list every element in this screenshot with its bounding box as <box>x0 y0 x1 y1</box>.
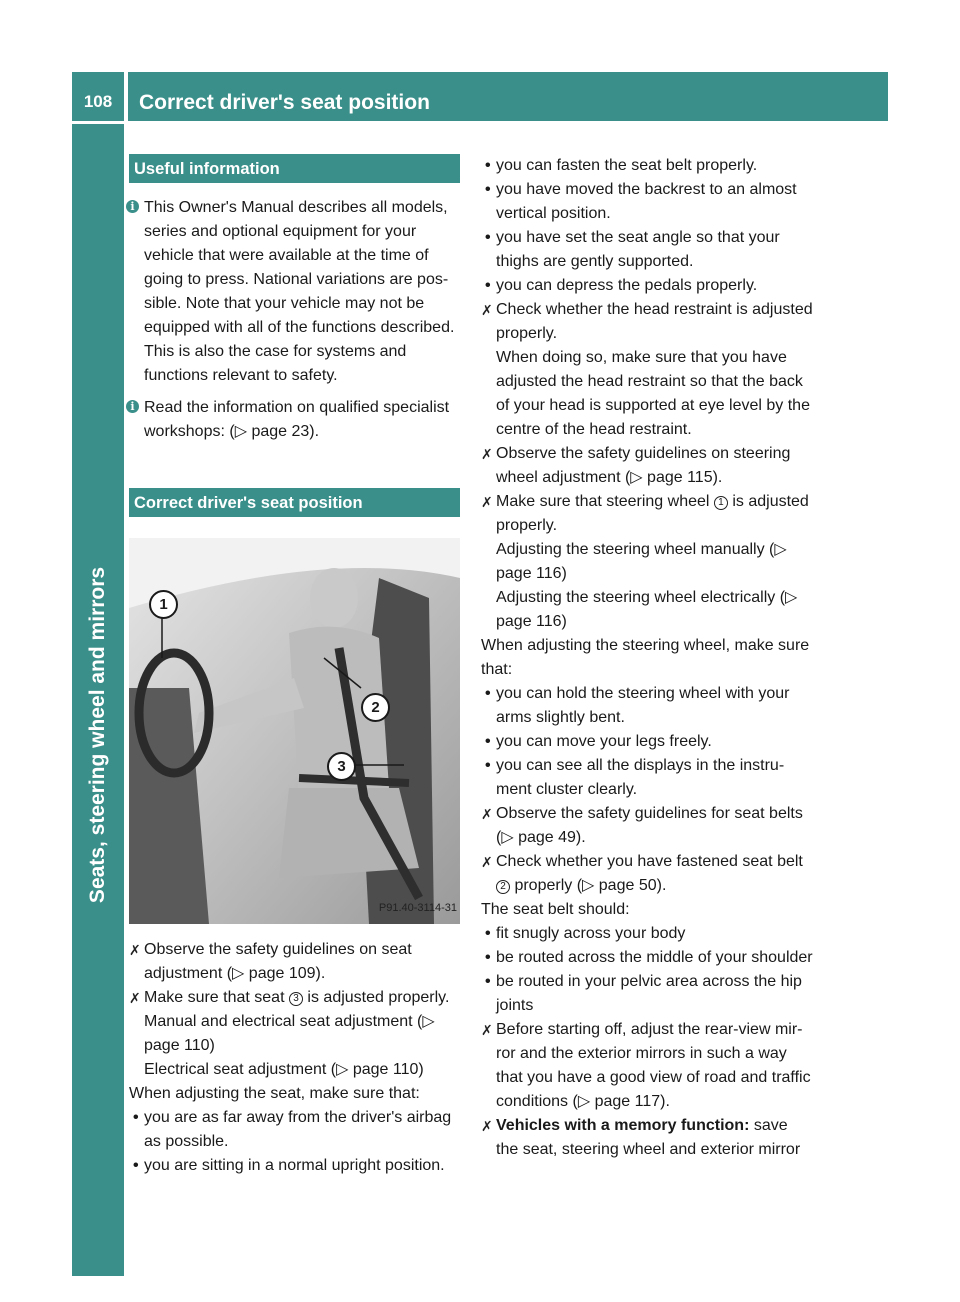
arrow-step-icon: ✗ <box>481 854 493 870</box>
list-item: • you have set the seat angle so that your thighs are gently supported. <box>485 229 780 270</box>
list-item: • be routed across the middle of your shoulder <box>485 949 813 966</box>
arrow-step-icon: ✗ <box>481 1118 493 1134</box>
info-note: i This Owner's Manual describes all models, series and optional equipment for your vehicle that were available at the time of going to press. National variations are possible. Note that your vehicle may not be equipped with all of the functions described. This is also the case for systems and functions relevant to safety. <box>129 196 460 388</box>
arrow-step-icon: ✗ <box>481 806 493 822</box>
page-header <box>72 72 888 121</box>
callout-steering-wheel: 1 <box>149 590 178 619</box>
list-item: • you can move your legs freely. <box>485 733 712 750</box>
figure-code: P91.40-3114-31 <box>378 902 457 914</box>
callout-seat-belt: 2 <box>361 693 390 722</box>
step-detail: Adjusting the steering wheel electrically (▷ page 116) <box>496 589 798 630</box>
instruction-step: ✗ Observe the safety guidelines for seat belts (▷ page 49). <box>481 802 814 850</box>
driver-photo <box>129 538 460 924</box>
list-item: • you are sitting in a normal upright position. <box>133 1157 445 1174</box>
step-detail: Adjusting the steering wheel manually (▷ page 116) <box>496 541 787 582</box>
memory-function-label: Vehicles with a memory function: <box>496 1117 750 1134</box>
instruction-step: ✗ Make sure that steering wheel 1 is adjusted properly. <box>481 490 814 538</box>
info-note: i Read the information on qualified specialist workshops: (▷ page 23). <box>129 396 460 444</box>
instruction-step: ✗ Before starting off, adjust the rear-view mirror and the exterior mirrors in such a way that you have a good view of road and traffic conditions (▷ page 117). <box>481 1018 814 1114</box>
info-icon: i <box>126 200 139 213</box>
seat-position-illustration <box>129 538 460 924</box>
paragraph: When adjusting the steering wheel, make sure that: <box>481 637 810 678</box>
left-column <box>129 154 460 1178</box>
right-column <box>481 154 814 1162</box>
instruction-step: ✗ Vehicles with a memory function: save the seat, steering wheel and exterior mirror <box>481 1114 814 1162</box>
list-item: • you can depress the pedals properly. <box>485 277 758 294</box>
instruction-step: ✗ Check whether you have fastened seat belt 2 properly (▷ page 50). <box>481 850 814 898</box>
arrow-step-icon: ✗ <box>481 446 493 462</box>
paragraph: The seat belt should: <box>481 901 630 918</box>
instruction-step: ✗ Make sure that seat 3 is adjusted properly. <box>129 986 460 1010</box>
step-detail: Electrical seat adjustment (▷ page 110) <box>144 1061 424 1078</box>
page-title: Correct driver's seat position <box>128 72 888 121</box>
arrow-step-icon: ✗ <box>481 302 493 318</box>
info-icon: i <box>126 400 139 413</box>
arrow-step-icon: ✗ <box>129 942 141 958</box>
list-item: • you can see all the displays in the instrument cluster clearly. <box>485 757 785 798</box>
seat-ref-marker: 3 <box>289 992 303 1006</box>
section-heading: Correct driver's seat position <box>129 488 460 517</box>
step-detail: When doing so, make sure that you have adjusted the head restraint so that the back of your head is supported at eye level by the centre of the head restraint. <box>496 349 810 438</box>
callout-seat: 3 <box>327 752 356 781</box>
paragraph: When adjusting the seat, make sure that: <box>129 1085 420 1102</box>
list-item: • you can hold the steering wheel with your arms slightly bent. <box>485 685 790 726</box>
list-item: • fit snugly across your body <box>485 925 686 942</box>
list-item: • you can fasten the seat belt properly. <box>485 157 758 174</box>
arrow-step-icon: ✗ <box>129 990 141 1006</box>
instruction-step: ✗ Check whether the head restraint is adjusted properly. <box>481 298 814 346</box>
instruction-step: ✗ Observe the safety guidelines on seat adjustment (▷ page 109). <box>129 938 460 986</box>
steering-wheel-ref-marker: 1 <box>714 496 728 510</box>
useful-info-heading: Useful information <box>129 154 460 183</box>
chapter-label: Seats, steering wheel and mirrors <box>86 566 109 904</box>
step-detail: Manual and electrical seat adjustment (▷ page 110) <box>144 1013 435 1054</box>
page-number: 108 <box>72 72 124 121</box>
arrow-step-icon: ✗ <box>481 1022 493 1038</box>
seat-belt-ref-marker: 2 <box>496 880 510 894</box>
list-item: • be routed in your pelvic area across the hip joints <box>485 973 802 1014</box>
list-item: • you are as far away from the driver's airbag as possible. <box>133 1109 452 1150</box>
instruction-step: ✗ Observe the safety guidelines on steering wheel adjustment (▷ page 115). <box>481 442 814 490</box>
list-item: • you have moved the backrest to an almost vertical position. <box>485 181 797 222</box>
arrow-step-icon: ✗ <box>481 494 493 510</box>
